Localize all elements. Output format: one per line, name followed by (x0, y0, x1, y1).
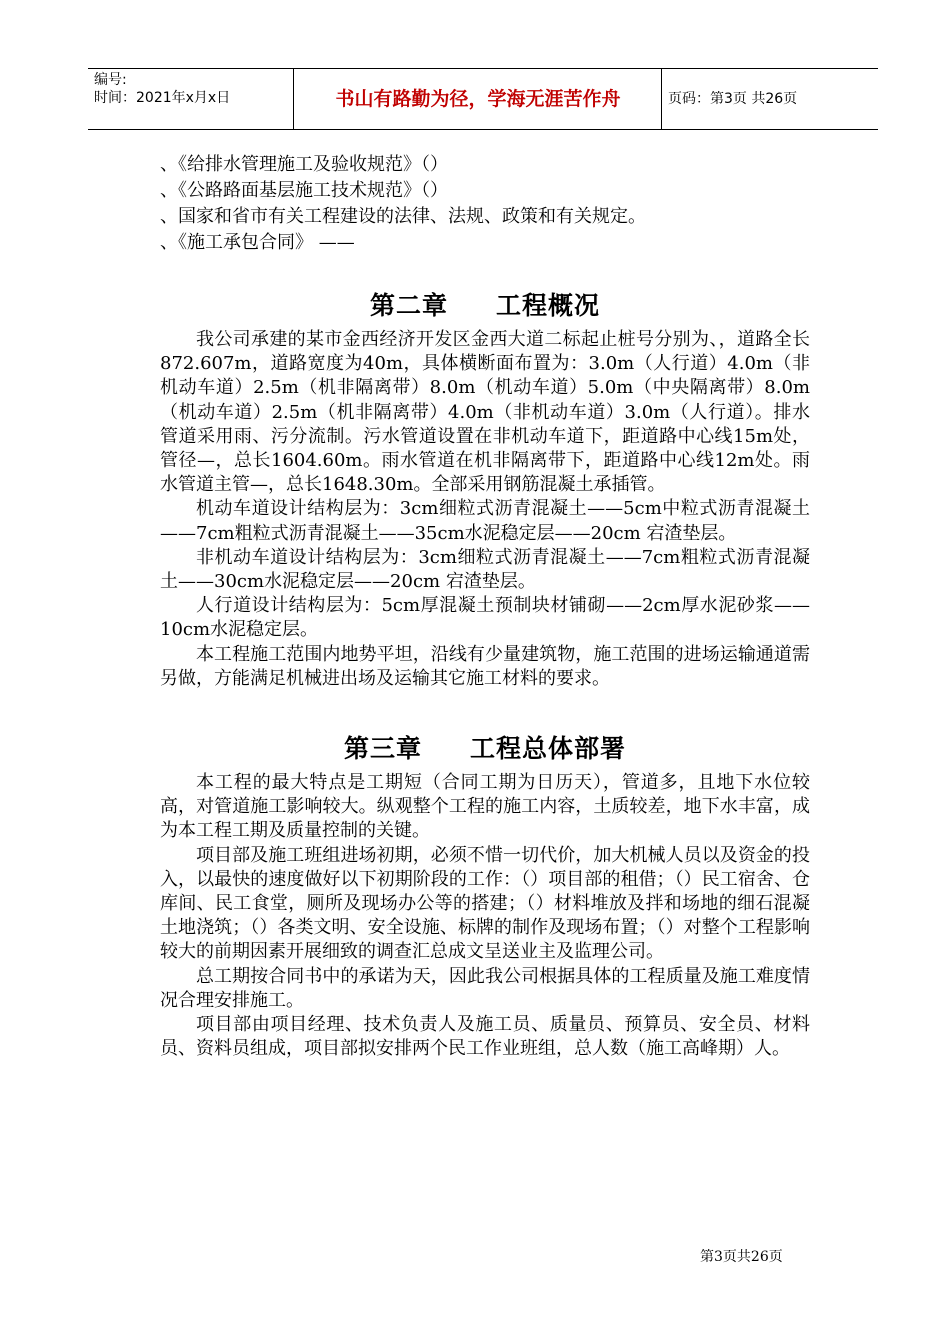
paragraph: 本工程施工范围内地势平坦，沿线有少量建筑物，施工范围的进场运输通道需另做，方能满足机械进出场及运输其它施工材料的要求。 (160, 643, 810, 689)
document-time-label: 时间：2021年x月x日 (94, 90, 231, 106)
paragraph: 人行道设计结构层为：5cm厚混凝土预制块材铺砌——2cm厚水泥砂浆——10cm水泥稳定层。 (160, 595, 810, 641)
chapter-heading (160, 727, 810, 771)
chapter-title: 工程总体部署 (470, 734, 627, 764)
header-page-number: 页码：第3页 共26页 (668, 91, 798, 107)
paragraph: 我公司承建的某市金西经济开发区金西大道二标起止桩号分别为、，道路全长872.607m，道路宽度为40m，具体横断面布置为：3.0m（人行道）4.0m（非机动车道）2.5m（机非隔离带）8.0m（机动车道）5.0m（中央隔离带）8.0m（机动车道）2.5m（机非隔离带）4.0m（非机动车道）3.0m（人行道）。排水管道采用雨、污分流制。污水管道设置在非机动车道下，距道路中心线15m处，管径—，总长1604.60m。雨水管道在机非隔离带下，距道路中心线12m处。雨水管道主管—，总长1648.30m。全部采用钢筋混凝土承插管。 (160, 329, 810, 496)
page-footer: 第3页共26页 (700, 1249, 783, 1265)
header-meta (88, 69, 294, 129)
header-motto: 书山有路勤为径，学海无涯苦作舟 (295, 69, 662, 129)
paragraph: 项目部及施工班组进场初期，必须不惜一切代价，加大机械人员以及资金的投入，以最快的速度做好以下初期阶段的工作：（）项目部的租借；（）民工宿舍、仓库间、民工食堂，厕所及现场办公等的搭建；（）材料堆放及拌和场地的细石混凝土地浇筑；（）各类文明、安全设施、标牌的制作及现场布置；（）对整个工程影响较大的前期因素开展细致的调查汇总成文呈送业主及监理公司。 (160, 844, 810, 963)
reference-item: 、《公路路面基层施工技术规范》（） (160, 180, 448, 201)
reference-list (160, 152, 810, 256)
reference-item: 、《给排水管理施工及验收规范》（） (160, 154, 448, 175)
chapter-number: 第二章 (369, 291, 448, 320)
paragraph: 非机动车道设计结构层为：3cm细粒式沥青混凝土——7cm粗粒式沥青混凝土——30cm水泥稳定层——20cm 宕渣垫层。 (160, 546, 810, 593)
reference-item: 、《施工承包合同》 —— (160, 232, 355, 253)
document-number-label: 编号: (94, 72, 127, 88)
chapter-number: 第三章 (343, 734, 422, 764)
reference-item: 、国家和省市有关工程建设的法律、法规、政策和有关规定。 (160, 206, 646, 227)
page-header (88, 68, 878, 130)
chapter-title: 工程概况 (496, 291, 601, 320)
document-body (160, 152, 810, 1061)
paragraph: 总工期按合同书中的承诺为天，因此我公司根据具体的工程质量及施工难度情况合理安排施工。 (160, 965, 810, 1011)
paragraph: 本工程的最大特点是工期短（合同工期为日历天），管道多，且地下水位较高，对管道施工影响较大。纵观整个工程的施工内容，土质较差，地下水丰富，成为本工程工期及质量控制的关键。 (160, 772, 810, 842)
chapter-heading (160, 284, 810, 328)
paragraph: 机动车道设计结构层为：3cm细粒式沥青混凝土——5cm中粒式沥青混凝土——7cm粗粒式沥青混凝土——35cm水泥稳定层——20cm 宕渣垫层。 (160, 498, 810, 544)
paragraph: 项目部由项目经理、技术负责人及施工员、质量员、预算员、安全员、材料员、资料员组成，项目部拟安排两个民工作业班组，总人数（施工高峰期）人。 (160, 1014, 810, 1060)
